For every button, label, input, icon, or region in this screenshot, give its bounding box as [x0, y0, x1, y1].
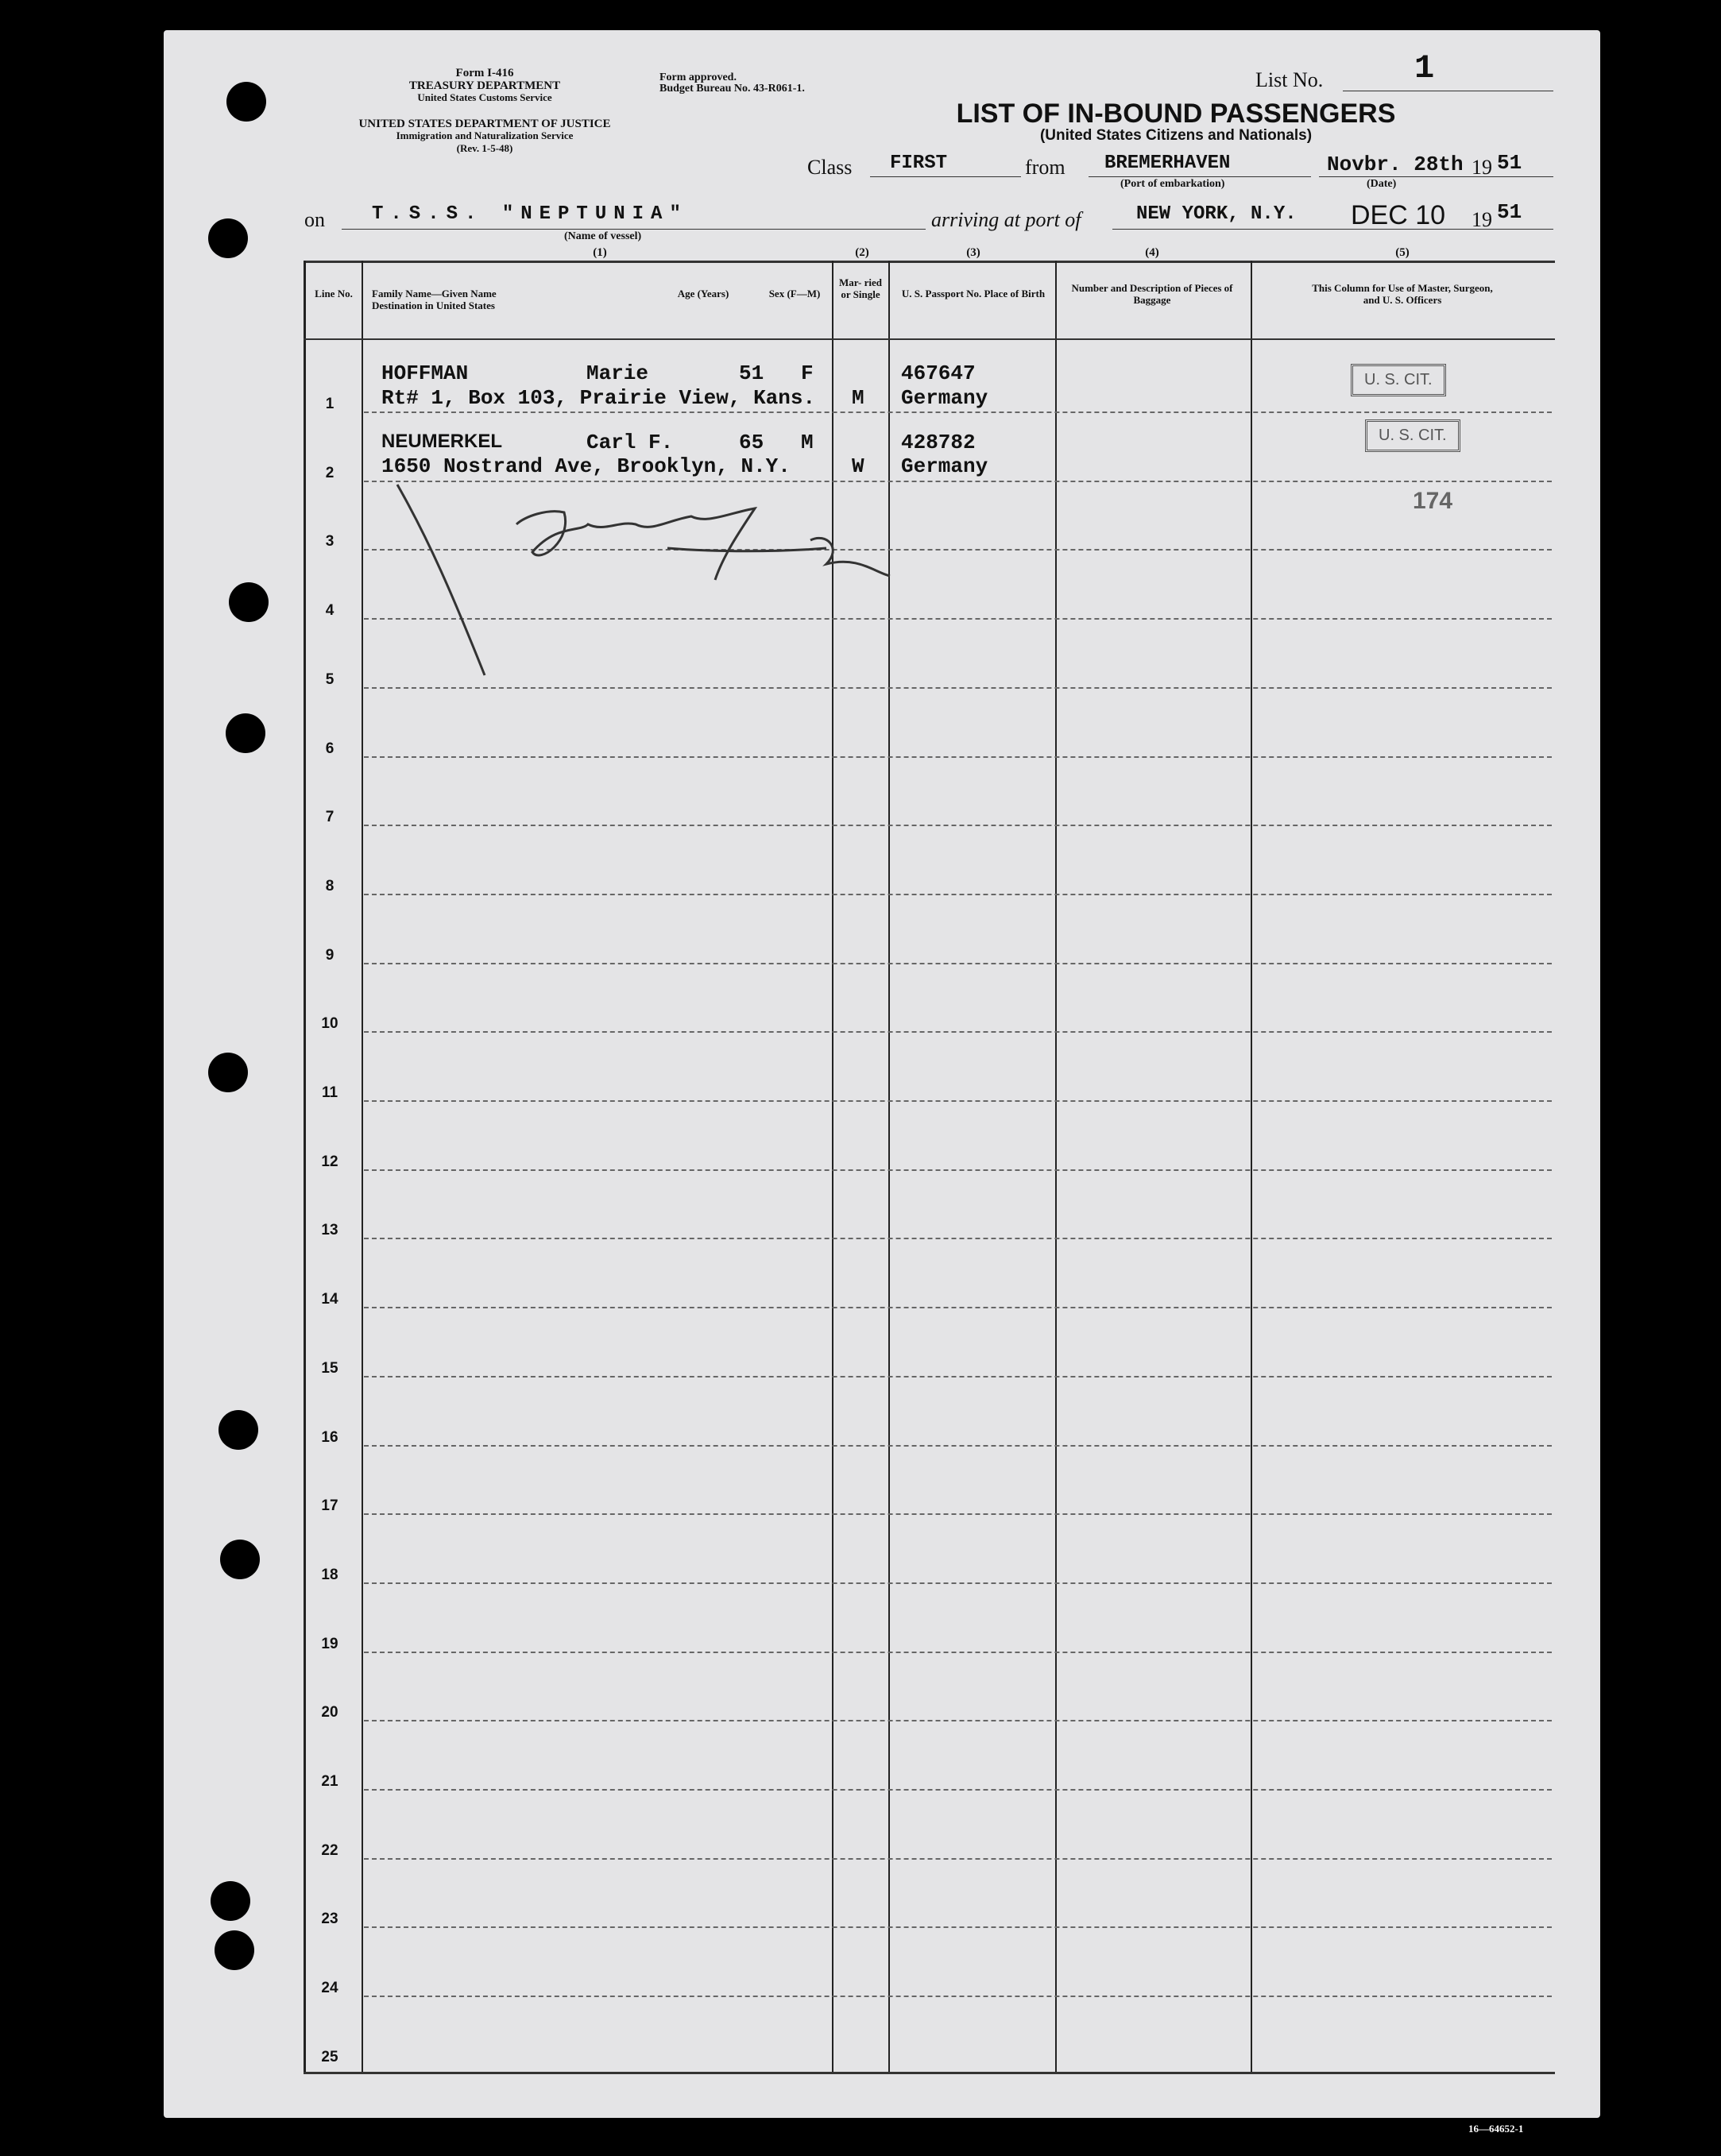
table-left-border: [304, 261, 306, 2072]
footer-code: 16—64652-1: [1468, 2123, 1524, 2135]
punch-hole: [208, 218, 248, 258]
col-divider-line: [362, 261, 363, 2072]
from-label: from: [1025, 156, 1065, 179]
row-rule: [364, 1996, 1552, 1997]
class-value: FIRST: [890, 153, 948, 174]
line-number: 17: [321, 1497, 338, 1515]
line-number: 1: [325, 396, 335, 412]
passenger-2-sex: M: [801, 431, 814, 454]
row-rule: [364, 1513, 1552, 1515]
punch-hole: [229, 582, 269, 622]
row-rule: [364, 1582, 1552, 1584]
line-number: 21: [321, 1773, 338, 1790]
arriving-label: arriving at port of: [931, 208, 1081, 231]
col-num-3: (3): [966, 246, 980, 259]
passenger-2-family-name: NEUMERKEL: [381, 431, 503, 452]
punch-hole: [219, 1410, 258, 1450]
arrival-year-prefix: 19: [1472, 208, 1492, 231]
line-number: 5: [325, 670, 335, 688]
passenger-1-sex: F: [801, 361, 814, 385]
row-rule: [364, 1652, 1552, 1653]
passenger-1-passport: 467647: [901, 361, 976, 385]
col-head-passport: U. S. Passport No. Place of Birth: [901, 288, 1046, 299]
row-rule: [364, 687, 1552, 689]
passenger-1-given-name: Marie: [586, 361, 649, 385]
ins-label: Immigration and Naturalization Service: [396, 129, 574, 141]
col-head-sex: Sex (F—M): [768, 288, 821, 299]
page-title: LIST OF IN-BOUND PASSENGERS: [956, 99, 1396, 129]
passenger-2-marital: W: [852, 454, 864, 478]
col-head-baggage: Number and Description of Pieces of Baggage: [1071, 282, 1233, 306]
doj-label: UNITED STATES DEPARTMENT OF JUSTICE: [358, 118, 611, 130]
date-caption: (Date): [1367, 178, 1397, 190]
col-num-5: (5): [1395, 246, 1410, 259]
col-num-4: (4): [1145, 246, 1159, 259]
row-rule: [364, 756, 1552, 758]
line-number: 12: [321, 1153, 338, 1170]
line-number: 18: [321, 1566, 338, 1583]
class-underline: [870, 176, 1021, 177]
vessel-caption: (Name of vessel): [564, 230, 642, 242]
departure-year: 51: [1497, 151, 1522, 175]
col-head-age: Age (Years): [677, 288, 729, 299]
punch-hole: [220, 1540, 260, 1579]
port-of-embarkation: BREMERHAVEN: [1104, 153, 1231, 174]
line-number: 14: [321, 1291, 338, 1308]
line-number: 25: [321, 2048, 338, 2065]
budget-bureau: Budget Bureau No. 43-R061-1.: [659, 83, 805, 95]
punch-hole: [226, 82, 266, 122]
row-rule: [364, 1858, 1552, 1860]
passenger-2-given-name: Carl F.: [586, 431, 674, 454]
passenger-2-age: 65: [739, 431, 764, 454]
line-number: 8: [325, 877, 335, 894]
treasury-dept: TREASURY DEPARTMENT: [408, 79, 561, 92]
line-number: 10: [321, 1015, 338, 1033]
arrival-underline: [1112, 229, 1553, 230]
passenger-2-destination: 1650 Nostrand Ave, Brooklyn, N.Y.: [381, 454, 791, 478]
line-number: 13: [321, 1222, 338, 1239]
revision-label: (Rev. 1-5-48): [456, 142, 513, 154]
passenger-2-passport: 428782: [901, 431, 976, 454]
passenger-1-age: 51: [739, 361, 764, 385]
passenger-1-family-name: HOFFMAN: [381, 361, 469, 385]
row-rule: [364, 1169, 1552, 1171]
manifest-page: [164, 30, 1600, 2118]
row-rule: [364, 1445, 1552, 1447]
row-rule: [364, 1238, 1552, 1239]
page-subtitle: (United States Citizens and Nationals): [1039, 127, 1313, 144]
col-num-2: (2): [855, 246, 869, 259]
passenger-1-birthplace: Germany: [901, 386, 988, 410]
date-underline: [1319, 176, 1553, 177]
line-number: 3: [325, 533, 335, 551]
line-number: 23: [321, 1911, 338, 1928]
departure-date: Novbr. 28th: [1327, 153, 1464, 176]
line-number: 19: [321, 1635, 338, 1652]
line-number: 9: [325, 946, 335, 964]
passenger-2-birthplace: Germany: [901, 454, 988, 478]
line-number: 16: [321, 1428, 338, 1446]
punch-hole: [226, 713, 265, 753]
passenger-1-citizen-stamp: U. S. CIT.: [1351, 364, 1446, 396]
line-number: 4: [325, 602, 335, 620]
passenger-2-citizen-stamp: U. S. CIT.: [1365, 419, 1460, 452]
line-number: 11: [321, 1084, 338, 1101]
row-rule: [364, 1720, 1552, 1721]
header-bottom-rule: [304, 338, 1555, 340]
port-underline: [1089, 176, 1311, 177]
port-caption: (Port of embarkation): [1120, 178, 1225, 190]
col-head-married: Mar- ried or Single: [838, 276, 883, 300]
punch-hole: [211, 1881, 250, 1921]
row-rule: [364, 1926, 1552, 1928]
form-approved: Form approved.: [659, 71, 737, 83]
row-rule: [364, 963, 1552, 964]
class-label: Class: [807, 156, 853, 179]
list-no-value: 1: [1414, 49, 1435, 87]
line-number: 7: [325, 809, 335, 826]
arrival-year: 51: [1497, 200, 1522, 224]
vessel-underline: [342, 229, 926, 230]
row-rule: [364, 825, 1552, 826]
passenger-1-destination: Rt# 1, Box 103, Prairie View, Kans.: [381, 386, 816, 410]
line-number: 15: [321, 1359, 338, 1377]
on-label: on: [304, 208, 325, 231]
officer-note: 174: [1413, 488, 1453, 514]
col-num-1: (1): [593, 246, 607, 259]
table-bottom-border: [304, 2072, 1555, 2074]
line-number: 20: [321, 1704, 338, 1721]
col-head-line-no: Line No.: [315, 288, 353, 299]
line-number: 6: [325, 740, 335, 757]
row-rule: [364, 1307, 1552, 1308]
col-head-destination: Destination in United States: [372, 299, 495, 311]
line-number: 22: [321, 1841, 338, 1859]
line-number: 2: [325, 464, 335, 481]
line-number: 24: [321, 1980, 338, 1997]
row-rule: [364, 1376, 1552, 1377]
handwritten-annotation: [381, 477, 938, 683]
punch-hole: [215, 1930, 254, 1970]
customs-service: United States Customs Service: [417, 91, 552, 103]
col-head-officers: This Column for Use of Master, Surgeon, and U. S. Officers: [1312, 282, 1493, 306]
punch-hole: [208, 1053, 248, 1092]
row-rule: [364, 1100, 1552, 1102]
arrival-date-stamp: DEC 10: [1351, 200, 1446, 230]
table-top-border: [304, 261, 1555, 263]
row-rule: [364, 894, 1552, 895]
passenger-1-marital: M: [852, 386, 864, 410]
vessel-name: T.S.S. "NEPTUNIA": [372, 203, 688, 225]
col-divider-passport: [1055, 261, 1057, 2072]
list-no-label: List No.: [1255, 68, 1324, 91]
row-rule: [364, 1789, 1552, 1791]
year-prefix: 19: [1472, 156, 1492, 179]
row-rule: [364, 411, 1552, 413]
col-head-name: Family Name—Given Name: [372, 288, 497, 299]
form-number: Form I-416: [455, 67, 514, 79]
arrival-port: NEW YORK, N.Y.: [1136, 203, 1297, 225]
col-divider-baggage: [1251, 261, 1252, 2072]
row-rule: [364, 1031, 1552, 1033]
